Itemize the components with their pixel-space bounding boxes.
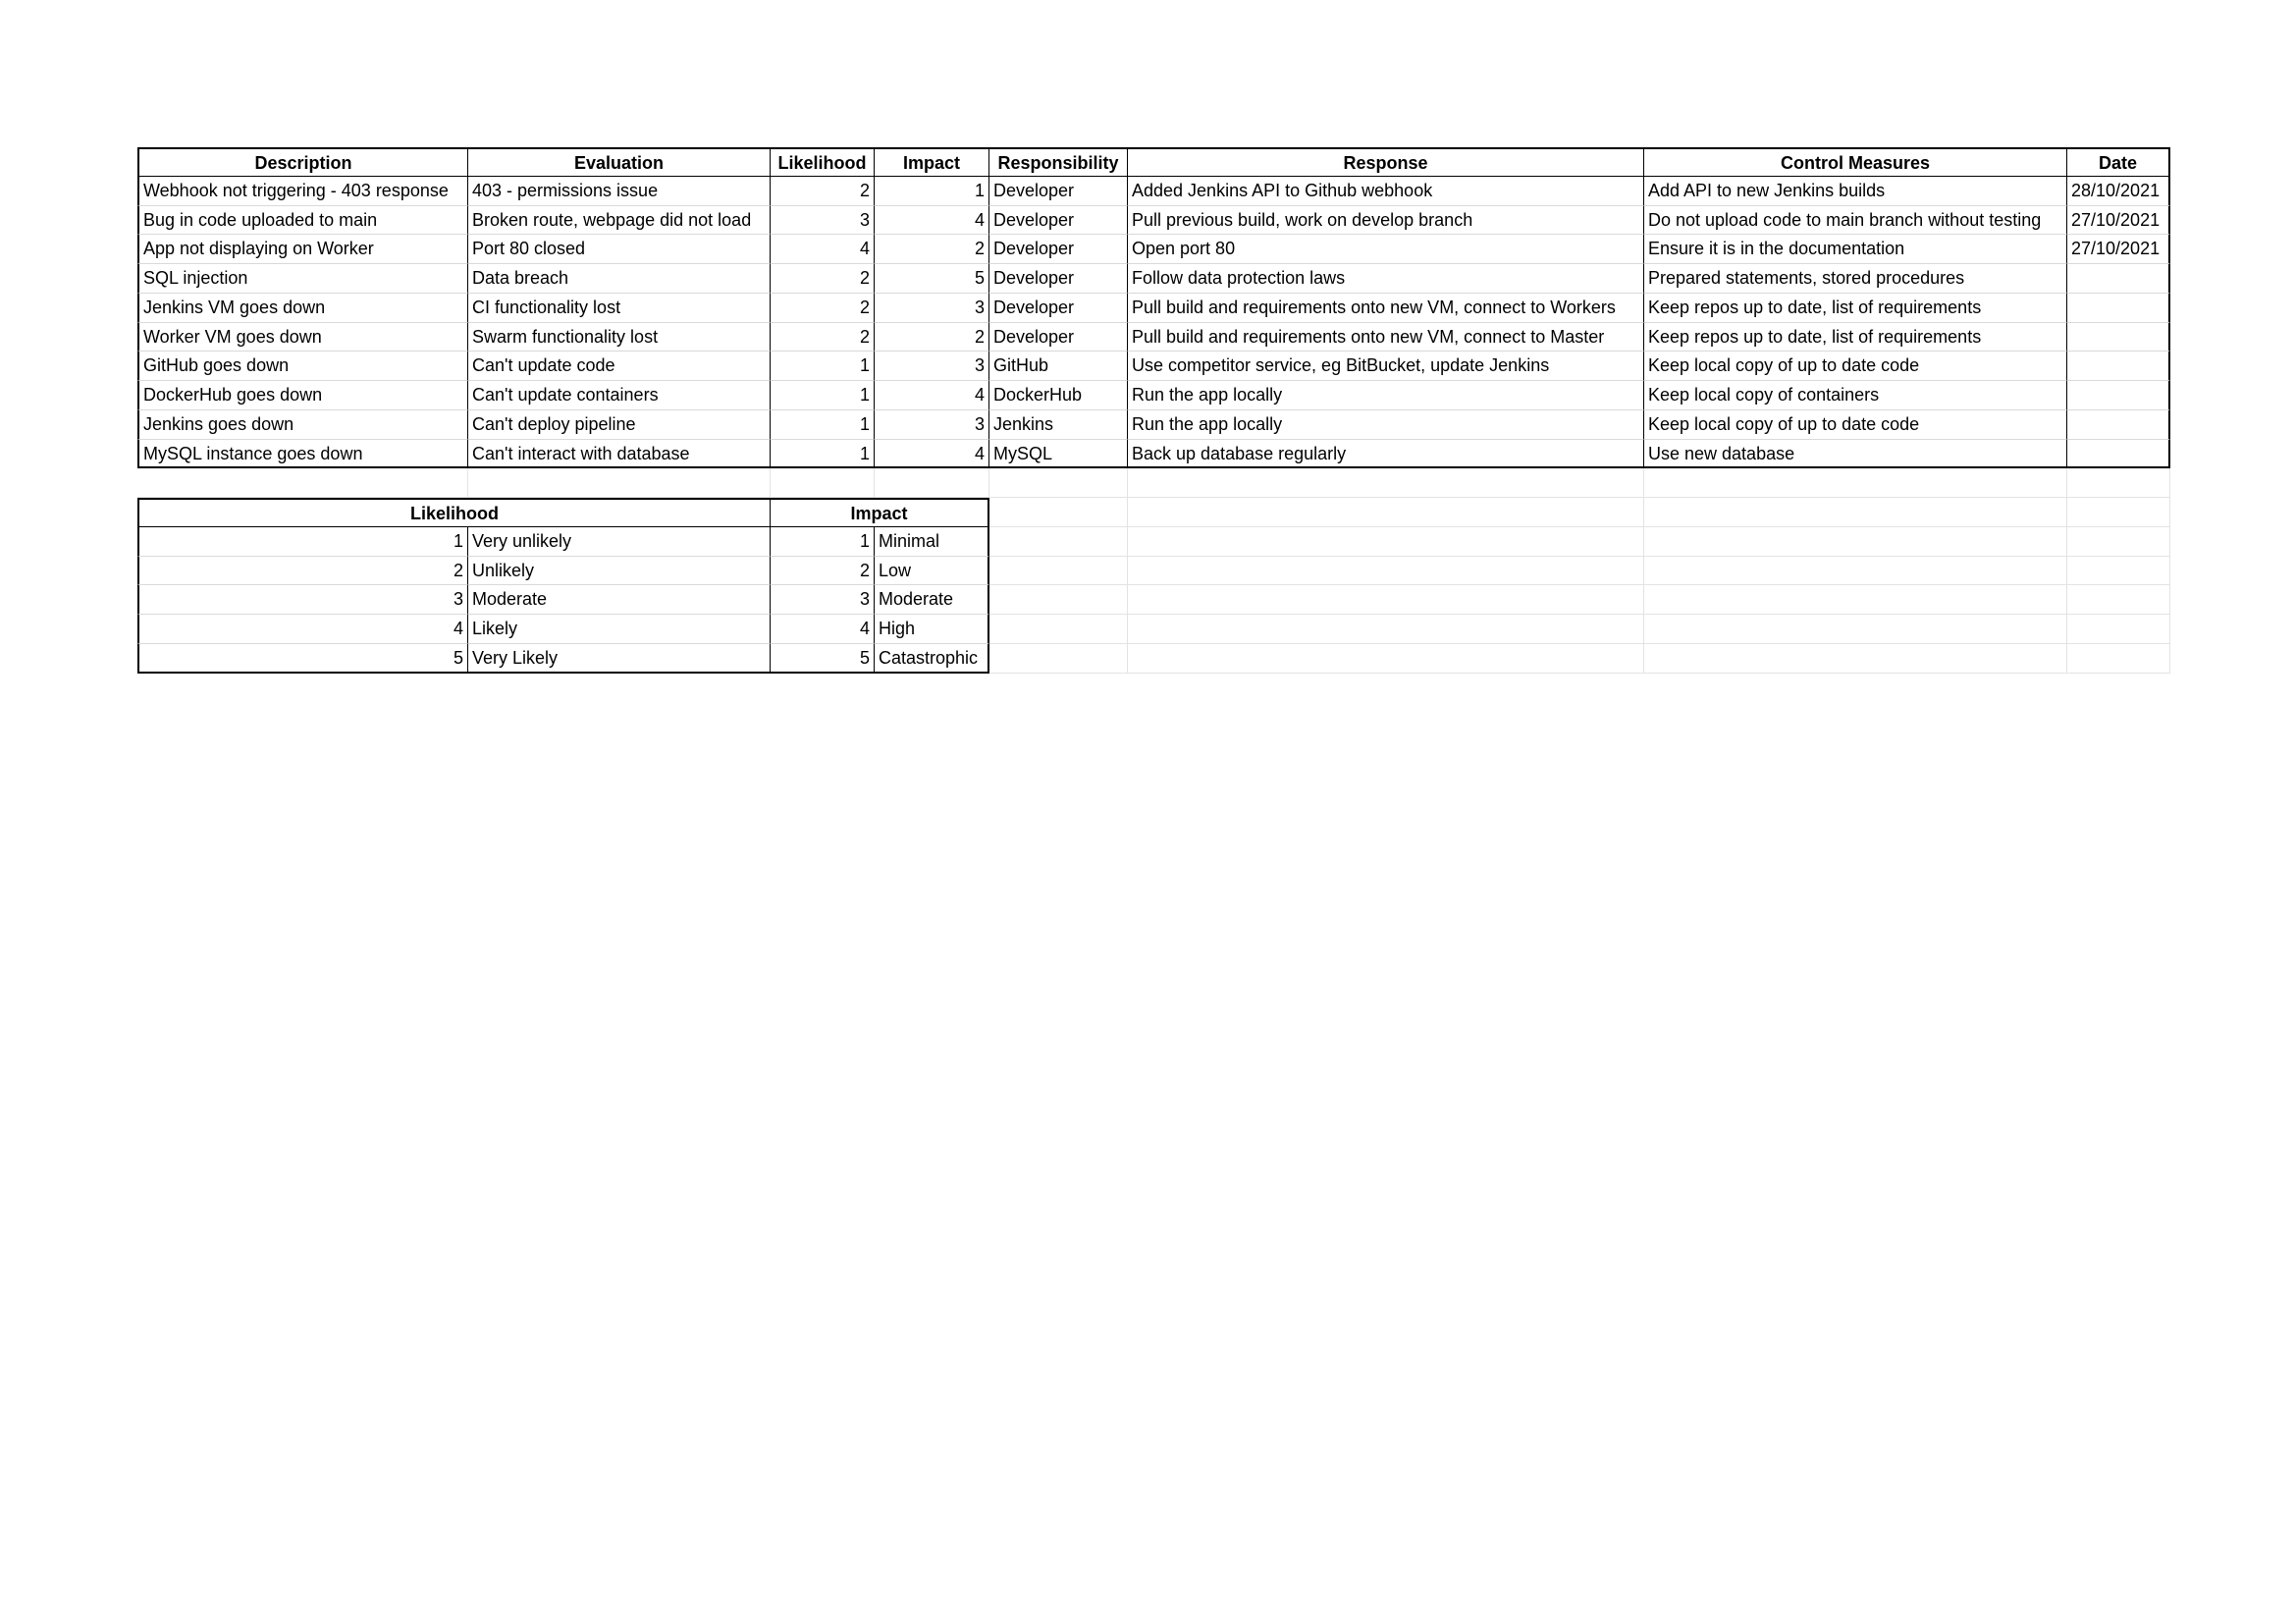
risk-description: Jenkins VM goes down — [137, 294, 468, 323]
risk-response: Back up database regularly — [1128, 440, 1644, 469]
empty-cell — [2067, 557, 2170, 586]
risk-description: Jenkins goes down — [137, 410, 468, 440]
table-row — [137, 177, 2170, 206]
scale-row — [137, 644, 2170, 674]
risk-evaluation: Swarm functionality lost — [468, 323, 771, 352]
risk-date — [2067, 264, 2170, 294]
table-row — [137, 323, 2170, 352]
empty-cell — [1644, 468, 2067, 498]
empty-cell — [1128, 615, 1644, 644]
risk-responsibility: Developer — [989, 206, 1128, 236]
table-row — [137, 381, 2170, 410]
risk-likelihood: 2 — [771, 264, 875, 294]
likelihood-label: Very unlikely — [468, 527, 771, 557]
likelihood-label: Likely — [468, 615, 771, 644]
risk-response: Pull build and requirements onto new VM, connect to Workers — [1128, 294, 1644, 323]
risk-description: MySQL instance goes down — [137, 440, 468, 469]
empty-cell — [989, 557, 1128, 586]
risk-description: Bug in code uploaded to main — [137, 206, 468, 236]
risk-response: Open port 80 — [1128, 235, 1644, 264]
risk-response: Pull previous build, work on develop branch — [1128, 206, 1644, 236]
risk-impact: 5 — [875, 264, 989, 294]
risk-control-measures: Ensure it is in the documentation — [1644, 235, 2067, 264]
empty-cell — [989, 644, 1128, 674]
empty-cell — [1644, 585, 2067, 615]
likelihood-label: Very Likely — [468, 644, 771, 674]
risk-description: Webhook not triggering - 403 response — [137, 177, 468, 206]
empty-cell — [2067, 498, 2170, 527]
risk-control-measures: Add API to new Jenkins builds — [1644, 177, 2067, 206]
likelihood-score: 1 — [137, 527, 468, 557]
empty-cell — [2067, 527, 2170, 557]
empty-cell — [2067, 585, 2170, 615]
risk-likelihood: 1 — [771, 410, 875, 440]
risk-likelihood: 1 — [771, 381, 875, 410]
risk-impact: 4 — [875, 440, 989, 469]
risk-impact: 3 — [875, 410, 989, 440]
risk-likelihood: 3 — [771, 206, 875, 236]
risk-date — [2067, 352, 2170, 381]
risk-responsibility: Developer — [989, 177, 1128, 206]
risk-responsibility: Developer — [989, 323, 1128, 352]
header-response: Response — [1128, 147, 1644, 177]
risk-impact: 4 — [875, 206, 989, 236]
empty-cell — [989, 615, 1128, 644]
risk-header-row — [137, 147, 2170, 177]
risk-description: DockerHub goes down — [137, 381, 468, 410]
scale-row — [137, 557, 2170, 586]
impact-label: Low — [875, 557, 989, 586]
risk-likelihood: 4 — [771, 235, 875, 264]
risk-description: Worker VM goes down — [137, 323, 468, 352]
impact-score: 4 — [771, 615, 875, 644]
risk-likelihood: 2 — [771, 323, 875, 352]
risk-impact: 4 — [875, 381, 989, 410]
risk-responsibility: Developer — [989, 235, 1128, 264]
header-likelihood: Likelihood — [771, 147, 875, 177]
risk-date: 28/10/2021 — [2067, 177, 2170, 206]
impact-label: Minimal — [875, 527, 989, 557]
empty-cell — [875, 468, 989, 498]
risk-date — [2067, 294, 2170, 323]
risk-date — [2067, 323, 2170, 352]
impact-score: 2 — [771, 557, 875, 586]
risk-control-measures: Prepared statements, stored procedures — [1644, 264, 2067, 294]
empty-cell — [468, 468, 771, 498]
risk-evaluation: CI functionality lost — [468, 294, 771, 323]
risk-control-measures: Use new database — [1644, 440, 2067, 469]
empty-cell — [2067, 644, 2170, 674]
risk-responsibility: MySQL — [989, 440, 1128, 469]
table-row — [137, 410, 2170, 440]
risk-likelihood: 1 — [771, 440, 875, 469]
table-row — [137, 264, 2170, 294]
empty-row — [137, 468, 2170, 498]
empty-cell — [989, 468, 1128, 498]
risk-responsibility: Jenkins — [989, 410, 1128, 440]
table-row — [137, 206, 2170, 236]
likelihood-label: Unlikely — [468, 557, 771, 586]
risk-impact: 2 — [875, 235, 989, 264]
likelihood-label: Moderate — [468, 585, 771, 615]
table-row — [137, 440, 2170, 469]
empty-cell — [1644, 527, 2067, 557]
empty-cell — [137, 468, 468, 498]
empty-cell — [1644, 615, 2067, 644]
empty-cell — [989, 585, 1128, 615]
risk-responsibility: GitHub — [989, 352, 1128, 381]
impact-score: 1 — [771, 527, 875, 557]
risk-date: 27/10/2021 — [2067, 235, 2170, 264]
empty-cell — [2067, 468, 2170, 498]
empty-cell — [989, 498, 1128, 527]
risk-response: Run the app locally — [1128, 381, 1644, 410]
empty-cell — [1644, 498, 2067, 527]
risk-impact: 2 — [875, 323, 989, 352]
header-responsibility: Responsibility — [989, 147, 1128, 177]
risk-impact: 1 — [875, 177, 989, 206]
header-likelihood-scale: Likelihood — [137, 498, 771, 527]
risk-response: Use competitor service, eg BitBucket, update Jenkins — [1128, 352, 1644, 381]
risk-evaluation: Broken route, webpage did not load — [468, 206, 771, 236]
risk-responsibility: Developer — [989, 264, 1128, 294]
risk-impact: 3 — [875, 352, 989, 381]
header-evaluation: Evaluation — [468, 147, 771, 177]
header-control-measures: Control Measures — [1644, 147, 2067, 177]
risk-control-measures: Keep local copy of up to date code — [1644, 352, 2067, 381]
risk-control-measures: Keep local copy of containers — [1644, 381, 2067, 410]
impact-score: 3 — [771, 585, 875, 615]
risk-control-measures: Keep repos up to date, list of requirements — [1644, 294, 2067, 323]
empty-cell — [1128, 557, 1644, 586]
likelihood-score: 4 — [137, 615, 468, 644]
empty-cell — [1128, 585, 1644, 615]
header-description: Description — [137, 147, 468, 177]
empty-cell — [2067, 615, 2170, 644]
risk-evaluation: Data breach — [468, 264, 771, 294]
likelihood-score: 3 — [137, 585, 468, 615]
risk-likelihood: 2 — [771, 177, 875, 206]
risk-evaluation: Can't interact with database — [468, 440, 771, 469]
risk-date — [2067, 440, 2170, 469]
table-row — [137, 294, 2170, 323]
spreadsheet — [137, 147, 2170, 674]
risk-likelihood: 1 — [771, 352, 875, 381]
risk-evaluation: Port 80 closed — [468, 235, 771, 264]
empty-cell — [771, 468, 875, 498]
scale-row — [137, 527, 2170, 557]
risk-description: SQL injection — [137, 264, 468, 294]
risk-evaluation: Can't deploy pipeline — [468, 410, 771, 440]
scale-row — [137, 585, 2170, 615]
risk-control-measures: Keep repos up to date, list of requirements — [1644, 323, 2067, 352]
empty-cell — [1128, 644, 1644, 674]
risk-control-measures: Do not upload code to main branch without testing — [1644, 206, 2067, 236]
risk-response: Added Jenkins API to Github webhook — [1128, 177, 1644, 206]
impact-score: 5 — [771, 644, 875, 674]
risk-description: GitHub goes down — [137, 352, 468, 381]
empty-cell — [1128, 498, 1644, 527]
empty-cell — [1128, 468, 1644, 498]
risk-responsibility: DockerHub — [989, 381, 1128, 410]
risk-response: Pull build and requirements onto new VM, connect to Master — [1128, 323, 1644, 352]
risk-control-measures: Keep local copy of up to date code — [1644, 410, 2067, 440]
risk-evaluation: Can't update containers — [468, 381, 771, 410]
empty-cell — [1644, 557, 2067, 586]
likelihood-score: 5 — [137, 644, 468, 674]
empty-cell — [989, 527, 1128, 557]
risk-impact: 3 — [875, 294, 989, 323]
risk-description: App not displaying on Worker — [137, 235, 468, 264]
impact-label: Moderate — [875, 585, 989, 615]
impact-label: High — [875, 615, 989, 644]
risk-likelihood: 2 — [771, 294, 875, 323]
risk-date: 27/10/2021 — [2067, 206, 2170, 236]
risk-evaluation: 403 - permissions issue — [468, 177, 771, 206]
header-impact-scale: Impact — [771, 498, 989, 527]
risk-response: Run the app locally — [1128, 410, 1644, 440]
header-date: Date — [2067, 147, 2170, 177]
table-row — [137, 235, 2170, 264]
risk-evaluation: Can't update code — [468, 352, 771, 381]
risk-date — [2067, 410, 2170, 440]
impact-label: Catastrophic — [875, 644, 989, 674]
table-row — [137, 352, 2170, 381]
empty-cell — [1644, 644, 2067, 674]
risk-response: Follow data protection laws — [1128, 264, 1644, 294]
empty-cell — [1128, 527, 1644, 557]
scale-header-row — [137, 498, 2170, 527]
header-impact: Impact — [875, 147, 989, 177]
risk-responsibility: Developer — [989, 294, 1128, 323]
risk-date — [2067, 381, 2170, 410]
scale-row — [137, 615, 2170, 644]
likelihood-score: 2 — [137, 557, 468, 586]
